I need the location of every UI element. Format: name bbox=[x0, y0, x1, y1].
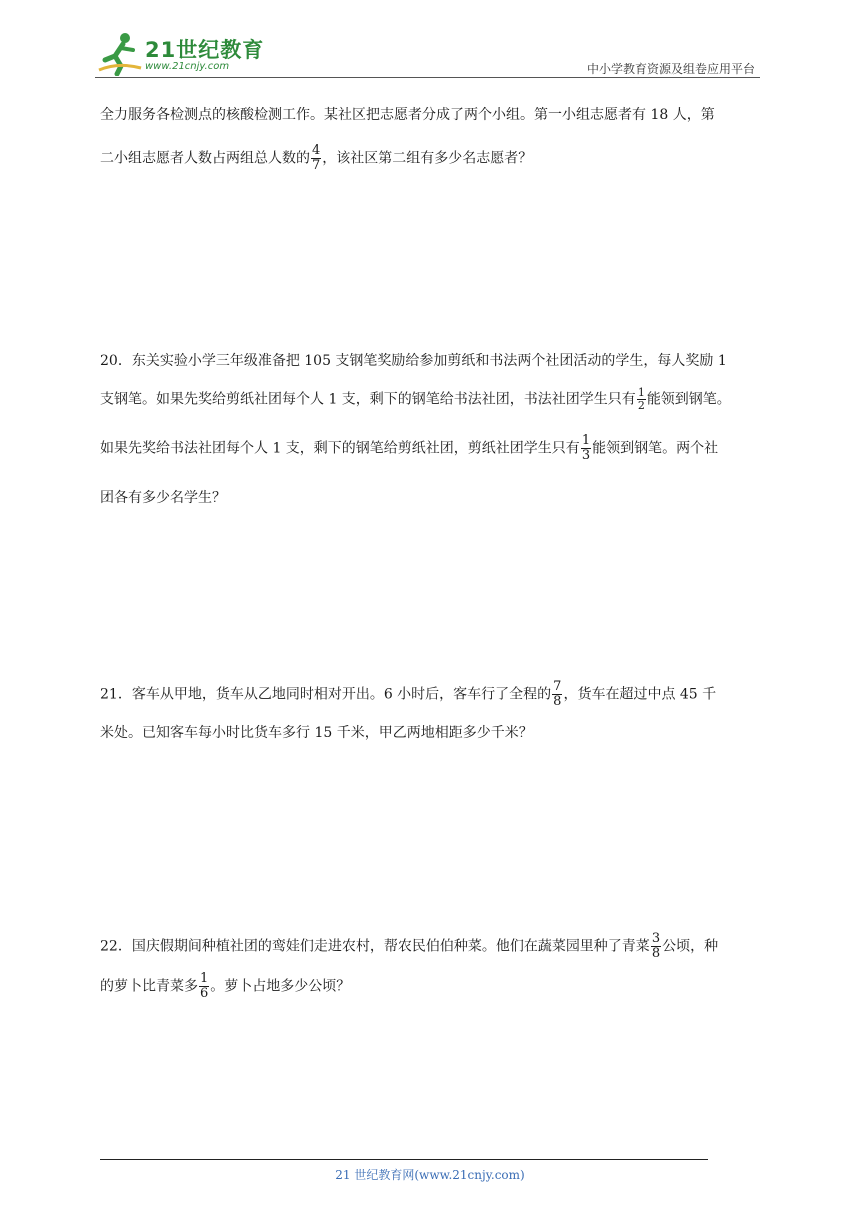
q20-frac1-num: 1 bbox=[637, 386, 645, 399]
q21-text-1a: 21．客车从甲地，货车从乙地同时相对开出。6 小时后，客车行了全程的 bbox=[100, 686, 552, 703]
q20-line-1: 20．东关实验小学三年级准备把 105 支钢笔奖励给参加剪纸和书法两个社团活动的学生，每人奖励 1 bbox=[100, 353, 727, 369]
q22-line-1 bbox=[100, 932, 718, 961]
q19-line-1: 全力服务各检测点的核酸检测工作。某社区把志愿者分成了两个小组。第一小组志愿者有 18 人，第 bbox=[100, 107, 715, 123]
q20-frac1-den: 2 bbox=[637, 399, 645, 412]
q20-fraction-2 bbox=[581, 434, 591, 463]
q20-text-3a: 如果先奖给书法社团每个人 1 支，剩下的钢笔给剪纸社团，剪纸社团学生只有 bbox=[100, 440, 580, 457]
q22-fraction-2 bbox=[199, 972, 209, 1001]
q21-line-1 bbox=[100, 680, 716, 709]
q21-frac-num: 7 bbox=[553, 679, 562, 694]
q20-line-3 bbox=[100, 434, 718, 463]
q19-text-b: ，该社区第二组有多少名志愿者？ bbox=[322, 150, 533, 167]
q19-line-2 bbox=[100, 144, 532, 173]
q21-frac-den: 8 bbox=[553, 694, 562, 709]
q20-frac2-num: 1 bbox=[581, 433, 591, 448]
q22-frac2-den: 6 bbox=[200, 986, 209, 1001]
q22-frac1-num: 3 bbox=[651, 931, 661, 946]
q19-fraction bbox=[311, 144, 321, 173]
site-logo bbox=[95, 30, 265, 76]
q20-line-2 bbox=[100, 387, 731, 412]
q21-fraction bbox=[552, 680, 562, 709]
q22-frac1-den: 8 bbox=[651, 946, 661, 961]
logo-text: 21世纪教育 bbox=[145, 38, 265, 62]
q22-text-1b: 公顷，种 bbox=[662, 938, 719, 955]
header-divider bbox=[95, 77, 760, 78]
runner-logo-icon bbox=[95, 30, 143, 76]
q21-text-1b: ，货车在超过中点 45 千 bbox=[563, 686, 717, 703]
q22-line-2 bbox=[100, 972, 350, 1001]
q22-text-2a: 的萝卜比青菜多 bbox=[100, 978, 198, 995]
q21-line-2: 米处。已知客车每小时比货车多行 15 千米，甲乙两地相距多少千米？ bbox=[100, 725, 533, 741]
q20-text-2a: 支钢笔。如果先奖给剪纸社团每个人 1 支，剩下的钢笔给书法社团，书法社团学生只有 bbox=[100, 391, 636, 408]
q20-frac2-den: 3 bbox=[581, 448, 591, 463]
q20-line-4: 团各有多少名学生？ bbox=[100, 490, 226, 506]
q20-text-3b: 能领到钢笔。两个社 bbox=[592, 440, 719, 457]
page-header bbox=[95, 30, 760, 78]
q19-frac-num: 4 bbox=[312, 143, 321, 158]
footer-link[interactable]: 21 世纪教育网(www.21cnjy.com) bbox=[335, 1168, 525, 1182]
logo-url: www.21cnjy.com bbox=[145, 61, 230, 72]
q22-frac2-num: 1 bbox=[200, 971, 209, 986]
q22-fraction-1 bbox=[651, 932, 661, 961]
q22-text-2b: 。萝卜占地多少公顷？ bbox=[210, 978, 351, 995]
q19-frac-den: 7 bbox=[312, 158, 321, 173]
footer-divider bbox=[100, 1159, 708, 1160]
q20-text-2b: 能领到钢笔。 bbox=[646, 391, 731, 408]
q20-fraction-1 bbox=[637, 387, 646, 412]
header-platform-text: 中小学教育资源及组卷应用平台 bbox=[586, 62, 755, 76]
q22-text-1a: 22．国庆假期间种植社团的鸾娃们走进农村，帮农民伯伯种菜。他们在蔬菜园里种了青菜 bbox=[100, 938, 650, 955]
q19-text-a: 二小组志愿者人数占两组总人数的 bbox=[100, 150, 310, 167]
